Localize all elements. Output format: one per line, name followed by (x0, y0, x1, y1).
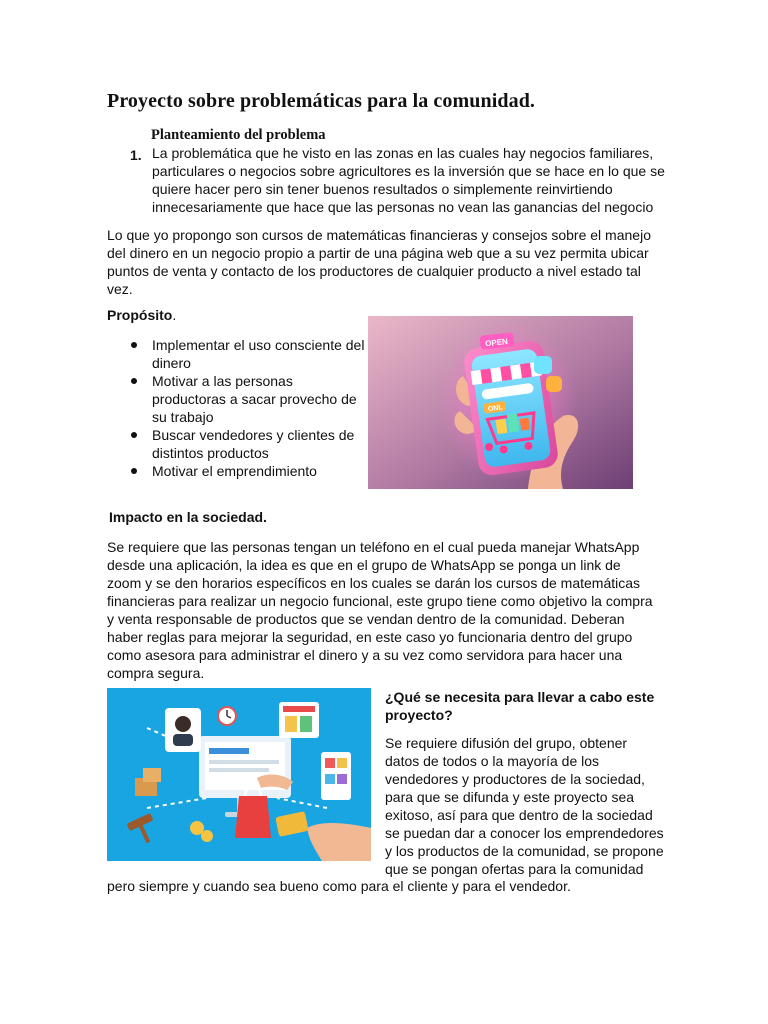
impacto-heading: Impacto en la sociedad. (109, 509, 267, 525)
list-item: Motivar el emprendimiento (130, 462, 365, 480)
ecommerce-illustration-image (107, 688, 371, 861)
list-item: Buscar vendedores y clientes de distintos productos (130, 426, 365, 462)
document-title: Proyecto sobre problemáticas para la comunidad. (107, 90, 536, 112)
proposito-heading-text: Propósito (107, 307, 173, 323)
tag-text: ONL (487, 404, 504, 414)
proposito-heading: Propósito. (107, 307, 177, 323)
open-sign-text: OPEN (484, 336, 509, 349)
planteamiento-text: La problemática que he visto en las zonas en las cuales hay negocios familiares, particulares o negocios sobre agricultores es la inversión que se hace en lo que se quiere hacer pero sin tener buenos resultados o simplemente reinvirtiendo innecesariamente que hace que las personas no vean las ganancias del negocio (152, 145, 665, 215)
list-item: Motivar a las personas productoras a sacar provecho de su trabajo (130, 372, 365, 426)
impacto-paragraph: Se requiere que las personas tengan un teléfono en el cual pueda manejar WhatsApp desde una aplicación, la idea es que en el grupo de WhatsApp se ponga un link de zoom y se den horarios específicos en los cuales se darán los cursos de matemáticas financieras para realizar un negocio funcional, este grupo tiene como objetivo la compra y venta responsable de productos que se vendan dentro de la comunidad. Deberan haber reglas para mejorar la seguridad, en este caso yo funcionaria dentro del grupo como asesora para administrar el dinero y a su vez como servidora para hacer una compra segura. (107, 539, 653, 681)
necesidad-heading: ¿Qué se necesita para llevar a cabo este proyecto? (385, 689, 655, 723)
list-item: Implementar el uso consciente del dinero (130, 336, 365, 372)
necesidad-paragraph-end: pero siempre y cuando sea bueno como para el cliente y para el vendedor. (107, 878, 571, 894)
necesidad-paragraph: Se requiere difusión del grupo, obtener datos de todos o la mayoría de los vendedores y productores de la sociedad, para que se difunda y este proyecto sea exitoso, así para que dentro de la sociedad se puedan dar a conocer los emprendedores y los productos de la comunidad, se propone que se pongan ofertas para la comunidad (385, 735, 664, 877)
propuesta-paragraph: Lo que yo propongo son cursos de matemáticas financieras y consejos sobre el manejo del dinero en un negocio propio a partir de una página web que a su vez permita ubicar puntos de venta y contacto de los productores de cualquier producto a nivel estado tal vez. (107, 227, 651, 297)
list-number: 1. (130, 147, 142, 163)
online-shop-phone-image (368, 316, 633, 489)
proposito-list (130, 336, 365, 480)
planteamiento-heading: Planteamiento del problema (151, 127, 326, 143)
